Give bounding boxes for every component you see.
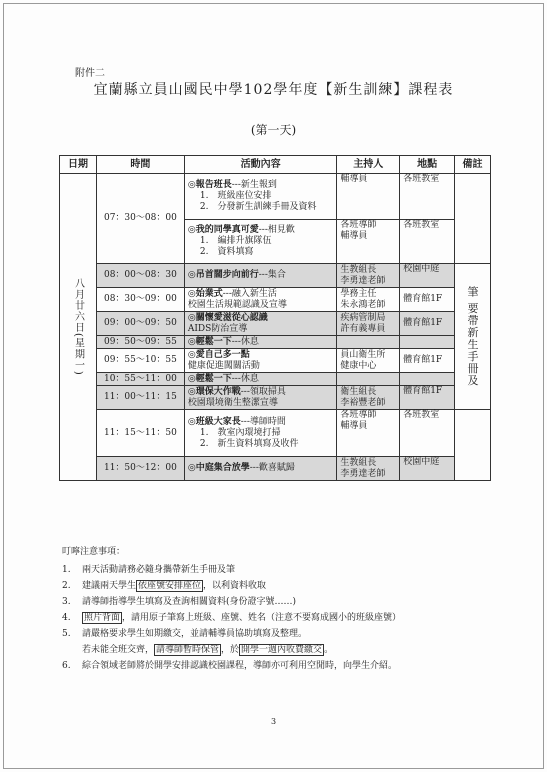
- host-cell: 疾病管制局 許有義專員: [337, 312, 400, 336]
- time-cell: 08：30～09：00: [96, 288, 184, 312]
- table-row: [60, 457, 491, 481]
- place-cell: 校園中庭: [400, 264, 455, 288]
- activity-cell: ◎中庭集合放學---歡喜賦歸: [184, 457, 337, 481]
- schedule-table: [59, 155, 491, 481]
- table-row: [60, 264, 491, 288]
- table-row: [60, 312, 491, 336]
- place-cell: 體育館1F: [400, 349, 455, 373]
- table-row: [60, 288, 491, 312]
- place-cell: 各班教室: [400, 174, 455, 220]
- table-row: [60, 386, 491, 410]
- page-title: 宜蘭縣立員山國民中學102學年度【新生訓練】課程表: [93, 82, 454, 98]
- place-cell: 體育館1F: [400, 386, 455, 410]
- table-row: [60, 349, 491, 373]
- place-cell: [400, 336, 455, 349]
- time-cell: 08：00～08：30: [96, 264, 184, 288]
- host-cell: 生教組長 李勇達老師: [337, 264, 400, 288]
- header-remark: 備註: [455, 156, 491, 174]
- host-cell: [337, 336, 400, 349]
- page-number: 3: [270, 717, 277, 726]
- activity-cell: ◎愛自己多一點 健康促進闖關活動: [184, 349, 337, 373]
- activity-cell: ◎輕鬆一下---休息: [184, 336, 337, 349]
- time-cell: 10：55～11：00: [96, 373, 184, 386]
- note-item: 6. 綜合領域老師將於開學安排認識校園課程，導師亦可利用空閒時，向學生介紹。: [62, 661, 398, 671]
- host-cell: 各班導師 輔導員: [337, 220, 400, 264]
- time-cell: 11：00～11：15: [96, 386, 184, 410]
- table-row: [60, 373, 491, 386]
- header-row: [60, 156, 491, 174]
- header-date: 日期: [60, 156, 97, 174]
- note-item: 2. 建議兩天學生 依座號安排座位 ，以利資料收取: [62, 581, 267, 591]
- activity-cell: ◎報告班長---新生報到 1. 班級座位安排 2. 分發新生訓練手冊及資料: [184, 174, 337, 220]
- table-row: [60, 174, 491, 220]
- note-item: 4. 照片背面 ，請用原子筆寫上班級、座號、姓名（注意不要寫成國小的班級座號）: [62, 613, 402, 623]
- header-host: 主持人: [337, 156, 400, 174]
- place-cell: 體育館1F: [400, 312, 455, 336]
- host-cell: 各班導師 輔導員: [337, 410, 400, 457]
- time-cell: 11：50～12：00: [96, 457, 184, 481]
- host-cell: 生教組長 李勇達老師: [337, 457, 400, 481]
- note-item: 5. 請嚴格要求學生如期繳交，並請輔導員協助填寫及整理。: [62, 629, 308, 639]
- table-row: [60, 336, 491, 349]
- remark-cell: 筆 要帶新生手冊及: [455, 264, 491, 410]
- place-cell: [400, 373, 455, 386]
- host-cell: [337, 373, 400, 386]
- time-cell: 11：15～11：50: [96, 410, 184, 457]
- header-time: 時間: [96, 156, 184, 174]
- activity-cell: ◎我的同學真可愛---相見歡 1. 編排升旗隊伍 2. 資料填寫: [184, 220, 337, 264]
- host-cell: 輔導員: [337, 174, 400, 220]
- time-cell: 09：50～09：55: [96, 336, 184, 349]
- attachment-label: 附件二: [75, 68, 105, 79]
- activity-cell: ◎環保大作戰---領取掃具 校園環境衛生整潔宣導: [184, 386, 337, 410]
- activity-cell: ◎始業式---融入新生活 校園生活規範認識及宣導: [184, 288, 337, 312]
- place-cell: 各班教室: [400, 410, 455, 457]
- activity-cell: ◎班級大家長---導師時間 1. 教室內環境打掃 2. 新生資料填寫及收件: [184, 410, 337, 457]
- note-continuation: 若未能全班交齊， 請導師暫時保管 ，於 開學一週內收費繳交 。: [82, 645, 334, 655]
- remark-empty: [455, 410, 491, 481]
- boxed-text: 依座號安排座位: [138, 581, 202, 591]
- host-cell: 員山衛生所 健康中心: [337, 349, 400, 373]
- activity-cell: ◎關懷愛滋從心認識 AIDS防治宣導: [184, 312, 337, 336]
- boxed-text: 請導師暫時保管: [156, 645, 220, 655]
- place-cell: 各班教室: [400, 220, 455, 264]
- host-cell: 衛生組長 李裕豐老師: [337, 386, 400, 410]
- note-item: 1. 兩天活動請務必隨身攜帶新生手冊及筆: [62, 565, 236, 575]
- header-activity: 活動內容: [184, 156, 337, 174]
- note-item: 3. 請導師指導學生填寫及查詢相關資料(身份證字號……): [62, 597, 297, 607]
- boxed-text: 開學一週內收費繳交: [241, 645, 323, 655]
- remark-empty: [455, 174, 491, 264]
- time-cell: 09：55～10：55: [96, 349, 184, 373]
- place-cell: 體育館1F: [400, 288, 455, 312]
- day-subtitle: (第一天): [250, 123, 297, 137]
- boxed-text: 照片背面: [84, 613, 121, 623]
- date-cell: 八月廿六日(星期一): [60, 174, 97, 481]
- notes-section: [62, 544, 502, 674]
- activity-cell: ◎吊首闊步向前行---集合: [184, 264, 337, 288]
- host-cell: 學務主任 朱永鴻老師: [337, 288, 400, 312]
- time-cell: 09：00～09：50: [96, 312, 184, 336]
- time-cell: 07：30～08：00: [96, 174, 184, 264]
- activity-cell: ◎輕鬆一下---休息: [184, 373, 337, 386]
- place-cell: 校園中庭: [400, 457, 455, 481]
- header-place: 地點: [400, 156, 455, 174]
- notes-heading: 叮嚀注意事項：: [62, 547, 126, 557]
- table-row: [60, 410, 491, 457]
